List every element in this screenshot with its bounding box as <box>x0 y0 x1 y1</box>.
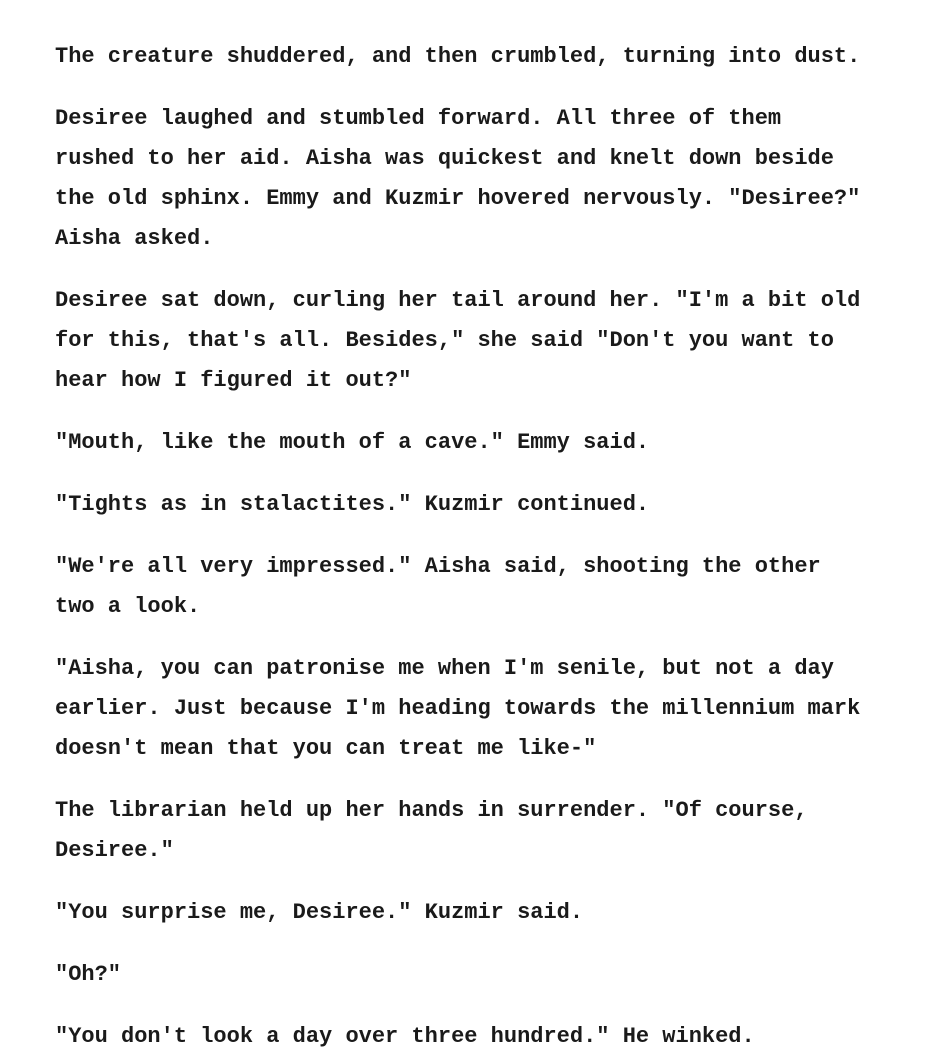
text-line: Aisha asked. <box>55 226 214 251</box>
text-line: "Oh?" <box>55 962 122 987</box>
text-line: Desiree sat down, curling her tail around her. "I'm a bit old <box>55 288 861 313</box>
text-line: Desiree laughed and stumbled forward. All three of them <box>55 106 782 131</box>
text-line: "Tights as in stalactites." Kuzmir continued. <box>55 492 650 517</box>
text-line: The creature shuddered, and then crumbled, turning into dust. <box>55 44 861 69</box>
text-line: for this, that's all. Besides," she said "Don't you want to <box>55 328 834 353</box>
text-line: doesn't mean that you can treat me like-" <box>55 736 597 761</box>
text-line: "You don't look a day over three hundred." He winked. <box>55 1024 755 1049</box>
text-line: Desiree." <box>55 838 174 863</box>
text-line: earlier. Just because I'm heading towards the millennium mark <box>55 696 861 721</box>
text-line: "You surprise me, Desiree." Kuzmir said. <box>55 900 584 925</box>
text-line: The librarian held up her hands in surrender. "Of course, <box>55 798 808 823</box>
text-line: two a look. <box>55 594 201 619</box>
text-line: "Mouth, like the mouth of a cave." Emmy said. <box>55 430 650 455</box>
text-line: the old sphinx. Emmy and Kuzmir hovered nervously. "Desiree?" <box>55 186 861 211</box>
text-line: "We're all very impressed." Aisha said, shooting the other <box>55 554 821 579</box>
text-line: rushed to her aid. Aisha was quickest and knelt down beside <box>55 146 834 171</box>
text-line: hear how I figured it out?" <box>55 368 412 393</box>
text-line: "Aisha, you can patronise me when I'm senile, but not a day <box>55 656 834 681</box>
